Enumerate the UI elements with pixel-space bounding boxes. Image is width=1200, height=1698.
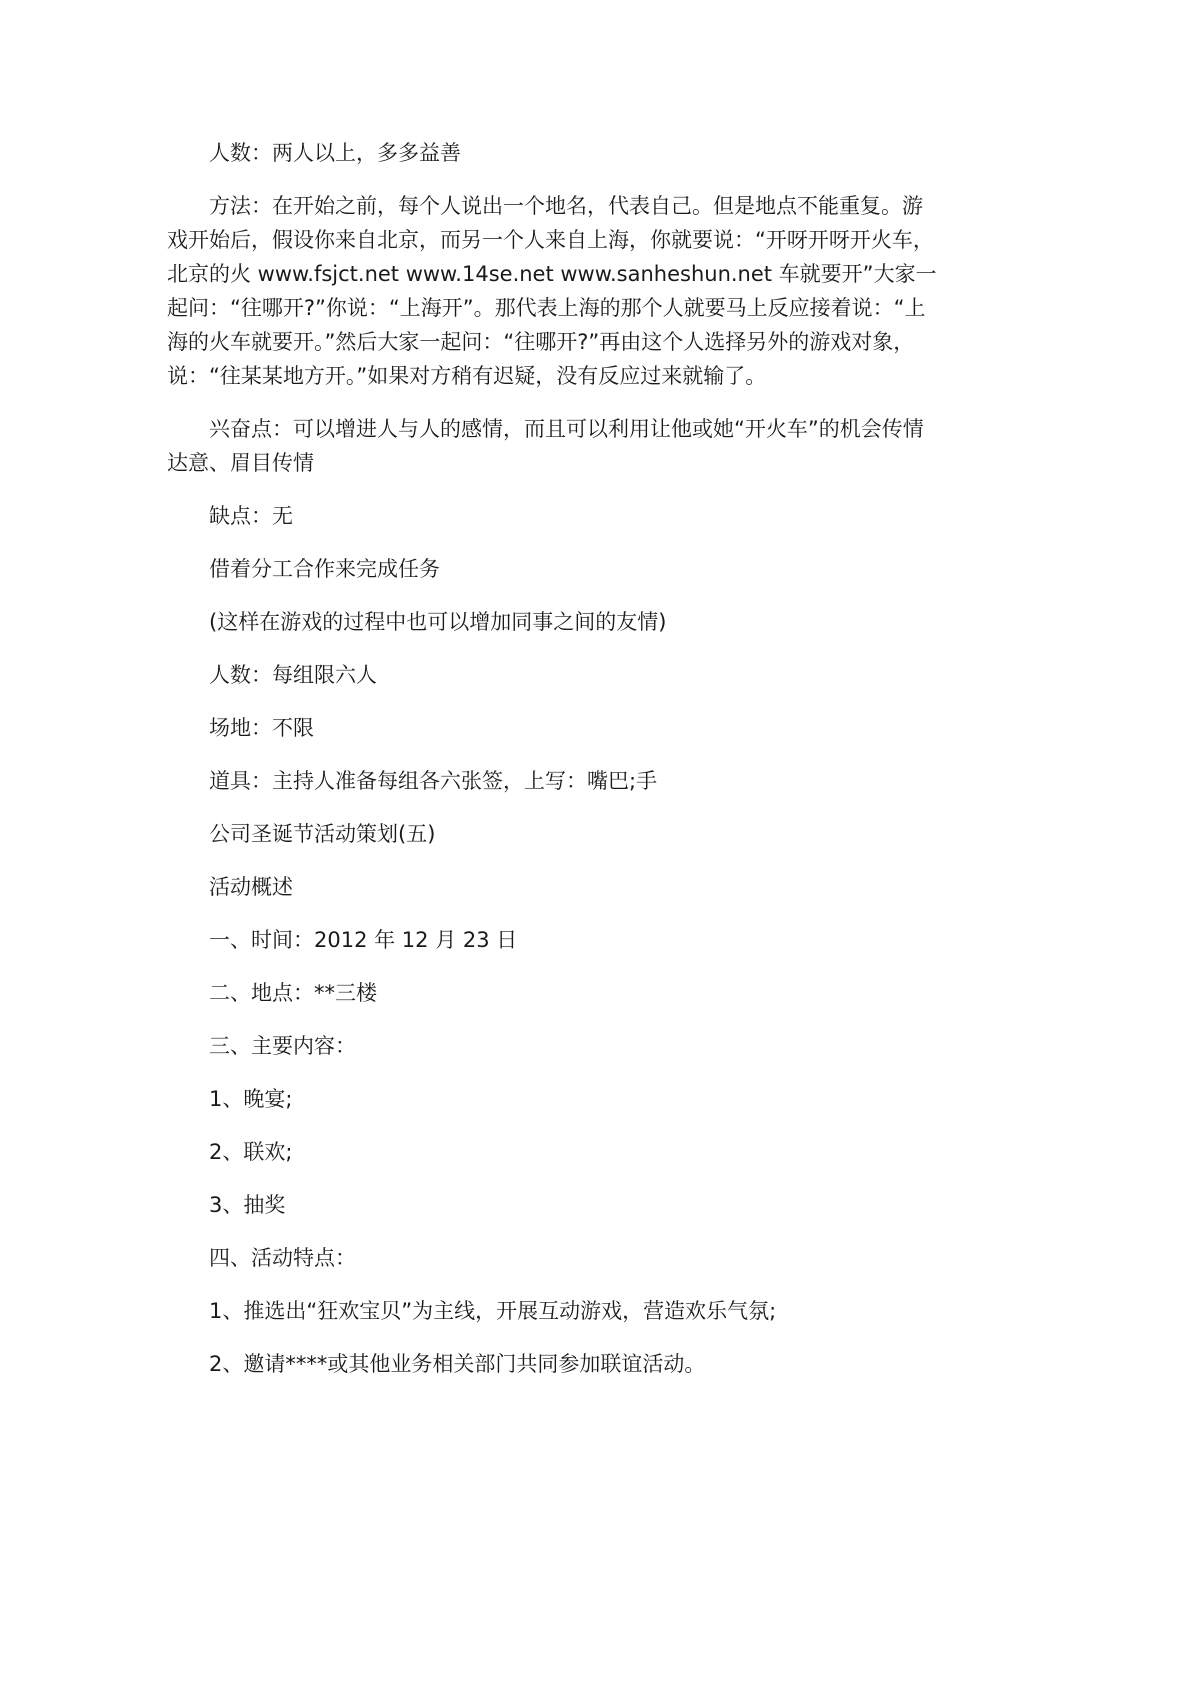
list-item-dinner: 1、晚宴; (209, 1087, 293, 1111)
paragraph-venue: 场地：不限 (209, 716, 314, 740)
paragraph-game-title: 借着分工合作来完成任务 (209, 557, 440, 581)
list-item-feature-1: 1、推选出“狂欢宝贝”为主线，开展互动游戏，营造欢乐气氛; (209, 1299, 777, 1323)
paragraph-props: 道具：主持人准备每组各六张签，上写：嘴巴;手 (209, 769, 658, 793)
paragraph-time: 一、时间：2012 年 12 月 23 日 (209, 928, 518, 952)
paragraph-features: 四、活动特点： (209, 1246, 356, 1270)
paragraph-group-size: 人数：每组限六人 (209, 663, 377, 687)
paragraph-main-content: 三、主要内容： (209, 1034, 356, 1058)
section-heading-plan: 公司圣诞节活动策划(五) (209, 822, 436, 846)
list-item-party: 2、联欢; (209, 1140, 293, 1164)
list-item-lottery: 3、抽奖 (209, 1193, 286, 1217)
paragraph-game-note: (这样在游戏的过程中也可以增加同事之间的友情) (209, 610, 667, 634)
list-item-feature-2: 2、邀请****或其他业务相关部门共同参加联谊活动。 (209, 1352, 706, 1376)
paragraph-drawback: 缺点：无 (209, 504, 293, 528)
paragraph-participants: 人数：两人以上，多多益善 (209, 141, 461, 165)
paragraph-location: 二、地点：**三楼 (209, 981, 377, 1005)
paragraph-method: 方法：在开始之前，每个人说出一个地名，代表自己。但是地点不能重复。游戏开始后，假设你来自北京，而另一个人来自上海，你就要说：“开呀开呀开火车，北京的火 www.fsjct.net www.14se.net www.sanheshun.net 车就要开”大家一起问：“往哪开?”你说：“上海开”。那代表上海的那个人就要马上反应接着说：“上海的火车就要开。”然后大家一起问：“往哪开?”再由这个人选择另外的游戏对象，说：“往某某地方开。”如果对方稍有迟疑，没有反应过来就输了。 (167, 194, 937, 388)
document-body (167, 136, 939, 1400)
paragraph-highlight: 兴奋点：可以增进人与人的感情，而且可以利用让他或她“开火车”的机会传情达意、眉目传情 (167, 417, 924, 475)
section-heading-overview: 活动概述 (209, 875, 293, 899)
